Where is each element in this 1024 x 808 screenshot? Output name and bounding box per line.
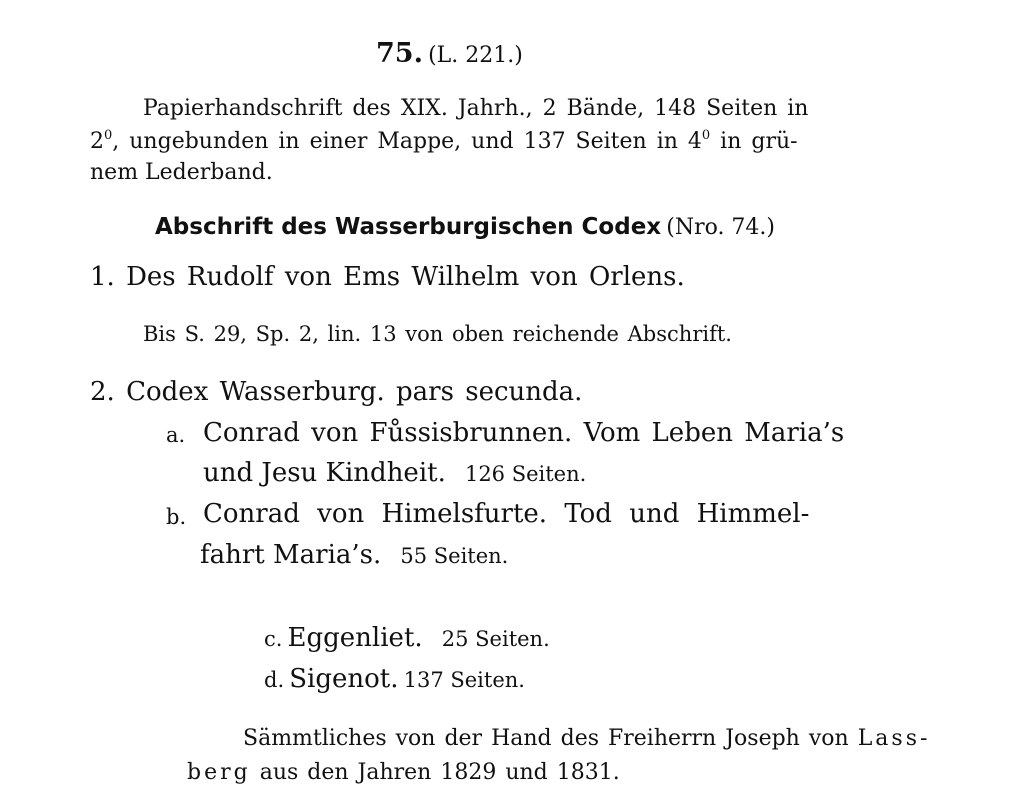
sub-item-c: [264, 623, 550, 653]
item-2-number: 2.: [90, 377, 115, 407]
item-1-number: 1.: [90, 262, 115, 292]
description-line-1: Papierhandschrift des XIX. Jahrh., 2 Bände, 148 Seiten in: [143, 96, 809, 121]
sub-item-a-line-1: Conrad von Fůssisbrunnen. Vom Leben Maria’s: [203, 418, 845, 448]
heading-number: 75.: [376, 38, 423, 69]
section-title-line: [155, 214, 775, 240]
sub-item-d-pages: 137 Seiten.: [403, 668, 525, 692]
description-line-3: nem Lederband.: [90, 160, 273, 185]
sub-item-b-pages: 55 Seiten.: [400, 544, 509, 568]
description-end-text: in grü-: [710, 129, 798, 154]
degree-sup-1: 0: [104, 128, 113, 143]
sub-item-c-letter: c.: [264, 627, 283, 651]
final-note-text-1: Sämmtliches von der Hand des Freiherrn Joseph von: [243, 726, 849, 751]
degree-sup-2: 0: [701, 128, 711, 143]
sub-item-a-letter: a.: [166, 423, 186, 447]
final-note-name-end: berg: [187, 760, 251, 785]
sub-item-b-line-1: Conrad von Himelsfurte. Tod und Himmel-: [203, 499, 810, 529]
item-2-text: Codex Wasserburg. pars secunda.: [126, 377, 583, 407]
sub-item-a-text-2: und Jesu Kindheit.: [203, 458, 446, 488]
sub-item-d-text: Sigenot.: [289, 664, 399, 694]
sub-item-c-pages: 25 Seiten.: [441, 627, 550, 651]
sub-item-b-line-2: [200, 540, 508, 570]
final-note-text-2: aus den Jahren 1829 und 1831.: [259, 760, 620, 785]
description-mid-text: , ungebunden in einer Mappe, und 137 Seiten in 4: [112, 129, 702, 154]
sub-item-a-line-2: [203, 458, 586, 488]
heading-reference: (L. 221.): [428, 43, 523, 68]
sub-item-b-letter: b.: [166, 505, 187, 529]
description-line-2: [90, 128, 798, 154]
item-2: [90, 377, 582, 407]
final-note-name-start: Lass-: [857, 726, 931, 751]
item-1-note: Bis S. 29, Sp. 2, lin. 13 von oben reichende Abschrift.: [143, 322, 732, 346]
sub-item-a-pages: 126 Seiten.: [464, 462, 587, 486]
sub-item-c-text: Eggenliet.: [287, 623, 423, 653]
sub-item-b-text-2: fahrt Maria’s.: [200, 540, 382, 570]
sub-item-d-letter: d.: [264, 668, 285, 692]
section-title: Abschrift des Wasserburgischen Codex: [155, 214, 662, 240]
final-note-line-1: [243, 726, 930, 751]
item-1-text: Des Rudolf von Ems Wilhelm von Orlens.: [126, 262, 685, 292]
sub-item-d: [264, 664, 525, 694]
format-number-1: 2: [90, 129, 104, 154]
section-reference: (Nro. 74.): [666, 215, 775, 240]
heading: [376, 38, 523, 69]
final-note-line-2: [187, 760, 620, 785]
item-1: [90, 262, 685, 292]
